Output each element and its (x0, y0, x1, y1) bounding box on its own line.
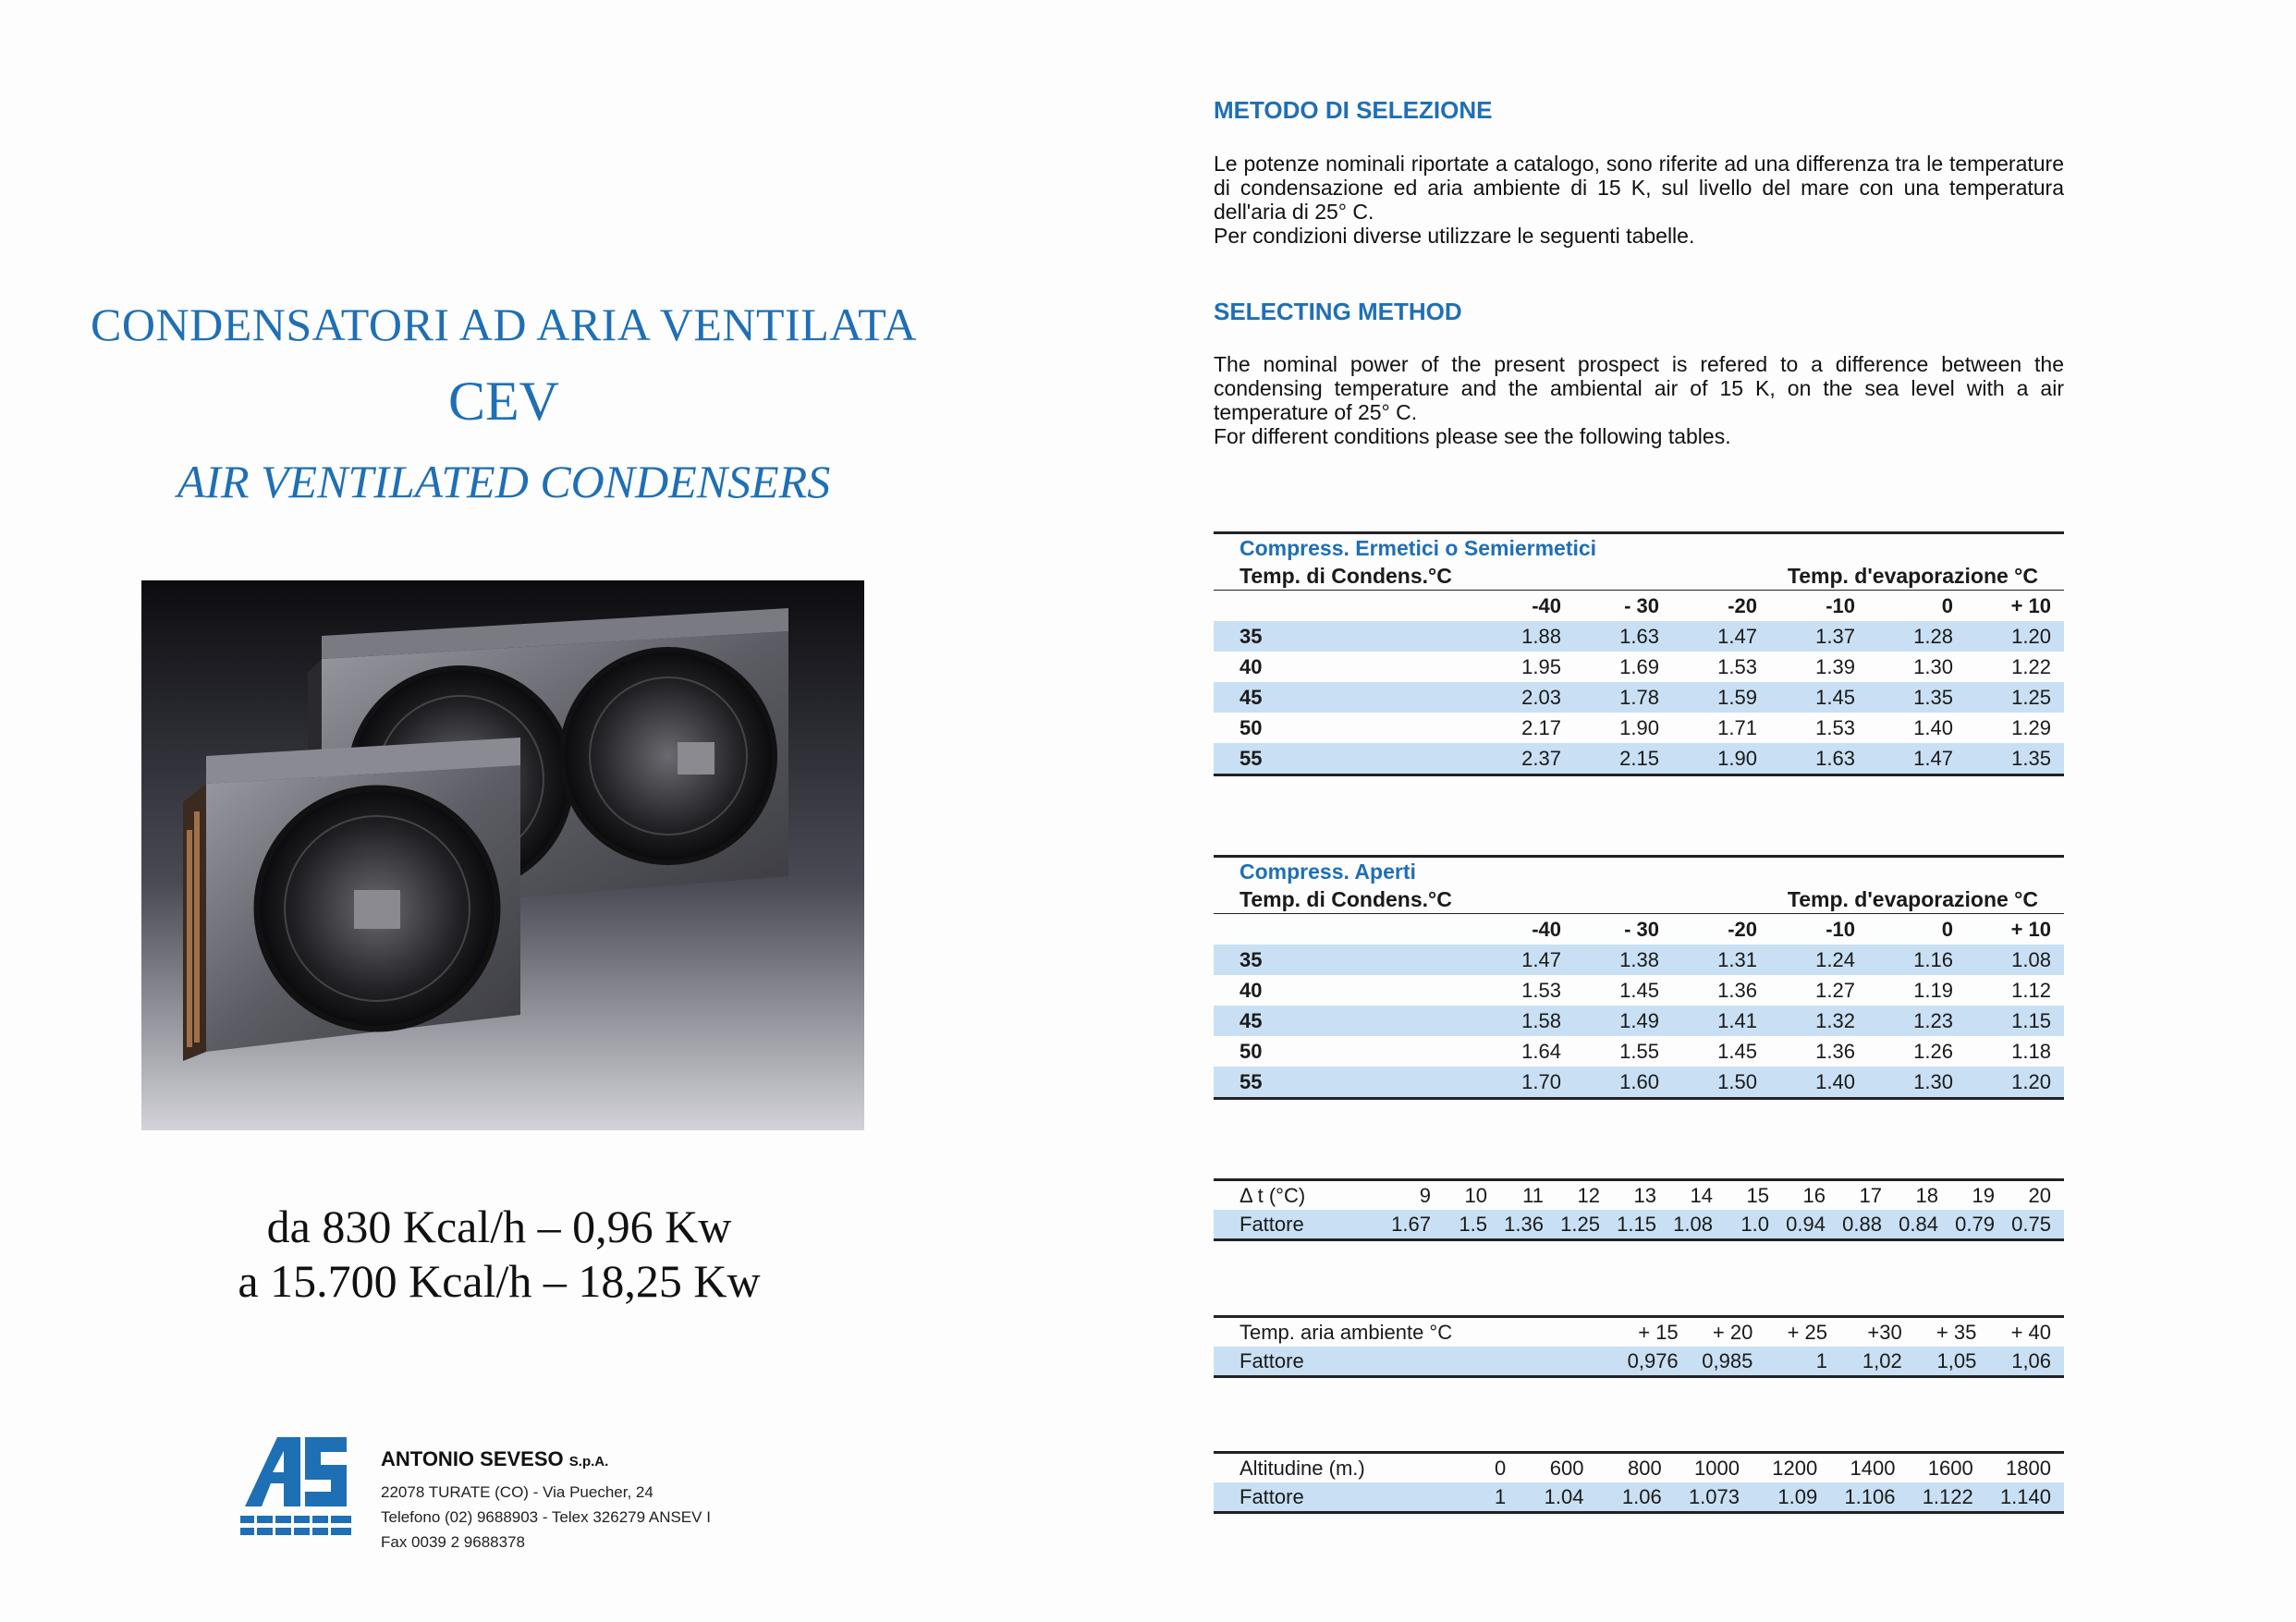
row-label: 35 (1240, 947, 1263, 971)
table-cell: 1.64 (1521, 1039, 1561, 1063)
table-cell: 0,985 (1702, 1348, 1753, 1372)
table-cell: 0 (1495, 1456, 1507, 1480)
table-cell: 10 (1464, 1183, 1487, 1207)
table-row (1214, 1067, 2064, 1097)
table-cell: 1.36 (1815, 1039, 1855, 1063)
table-cell: 1.15 (2011, 1008, 2051, 1032)
table-cell: 1.15 (1617, 1212, 1656, 1236)
paragraph-english-1: The nominal power of the present prospect is refered to a difference between the condensing temperature and the ambiental air of 15 K, on the sea level with a air temperature of 25° C. (1214, 352, 2064, 424)
table-cell: 11 (1522, 1183, 1544, 1207)
row-label: 45 (1240, 685, 1263, 709)
table-cell: 1.0 (1740, 1212, 1769, 1236)
table-cell: 20 (2028, 1183, 2051, 1207)
table-cell: 1.45 (1815, 685, 1855, 709)
table-cell: +30 (1867, 1320, 1902, 1344)
table-cell: 1000 (1694, 1456, 1740, 1480)
table-cell: 1.12 (2011, 978, 2051, 1002)
row-label: 45 (1240, 1008, 1263, 1032)
table-cell: 1.30 (1913, 1069, 1953, 1093)
table-cell: 15 (1746, 1183, 1769, 1207)
table-cell: 1.106 (1844, 1484, 1896, 1508)
table1-column-headers (1214, 591, 2064, 621)
table-cell: 1.25 (2011, 685, 2051, 709)
table-row (1214, 652, 2064, 682)
table-row (1214, 1036, 2064, 1067)
table-cell: 1.59 (1717, 685, 1757, 709)
company-name (381, 1447, 608, 1471)
product-photo (141, 580, 864, 1130)
table-cell: 17 (1859, 1183, 1882, 1207)
company-name-text: ANTONIO SEVESO (381, 1447, 564, 1470)
table2-col: -20 (1728, 917, 1757, 941)
table-row (1214, 945, 2064, 975)
table-row (1214, 1347, 2064, 1375)
company-fax: Fax 0039 2 9688378 (381, 1533, 525, 1551)
table-row (1214, 1454, 2064, 1482)
table-cell: 1 (1815, 1348, 1828, 1372)
table-cell: 1.38 (1619, 947, 1659, 971)
table-cell: 0.88 (1842, 1212, 1882, 1236)
table2-col: - 30 (1624, 917, 1659, 941)
row-label: Fattore (1240, 1212, 1304, 1236)
table-cell: 1.35 (1913, 685, 1953, 709)
table-cell: 1.53 (1717, 654, 1757, 678)
table1-left-header: Temp. di Condens.°C (1240, 564, 1452, 588)
company-phone: Telefono (02) 9688903 - Telex 326279 ANSEV I (381, 1508, 711, 1526)
table-cell: 600 (1549, 1456, 1584, 1480)
table-cell: 2.15 (1619, 746, 1659, 770)
company-suffix: S.p.A. (568, 1454, 609, 1470)
table2-col: -10 (1826, 917, 1855, 941)
table-cell: 1,02 (1862, 1348, 1902, 1372)
table-cell: 1.18 (2011, 1039, 2051, 1063)
table-cell: 1.45 (1717, 1039, 1757, 1063)
table-altitude-factor (1214, 1451, 2064, 1514)
table-cell: 1.39 (1815, 654, 1855, 678)
table-open-compressors (1214, 855, 2064, 1100)
table-cell: + 15 (1638, 1320, 1679, 1344)
row-label: 55 (1240, 746, 1263, 770)
table-cell: 1.20 (2011, 624, 2051, 648)
table-row (1214, 713, 2064, 743)
table-cell: 1.49 (1619, 1008, 1659, 1032)
table-cell: 1.122 (1922, 1484, 1973, 1508)
table-cell: 1.90 (1619, 715, 1659, 739)
table2-col: + 10 (2010, 917, 2051, 941)
company-address: 22078 TURATE (CO) - Via Puecher, 24 (381, 1483, 653, 1501)
table-hermetic-compressors (1214, 531, 2064, 776)
paragraph-italian-1: Le potenze nominali riportate a catalogo, sono riferite ad una differenza tra le temperature di condensazione ed aria ambiente di 15 K, sul livello del mare con una temperatura dell'aria di 25° C. (1214, 152, 2064, 224)
table1-col: 0 (1941, 593, 1953, 617)
table-cell: 1.36 (1504, 1212, 1544, 1236)
table-cell: 1.63 (1815, 746, 1855, 770)
table-cell: 1.32 (1815, 1008, 1855, 1032)
row-label: 50 (1240, 1039, 1263, 1063)
title-english: AIR VENTILATED CONDENSERS (177, 456, 831, 507)
table-cell: 1.53 (1815, 715, 1855, 739)
table-cell: 1.24 (1815, 947, 1855, 971)
table-cell: 0.94 (1786, 1212, 1826, 1236)
table-row (1214, 1482, 2064, 1511)
table1-col: + 10 (2010, 593, 2051, 617)
table-cell: 1.95 (1521, 654, 1561, 678)
table-cell: 1.073 (1688, 1484, 1740, 1508)
table-cell: 2.17 (1521, 715, 1561, 739)
table-cell: 1.67 (1391, 1212, 1431, 1236)
capacity-range-to: a 15.700 Kcal/h – 18,25 Kw (238, 1255, 761, 1307)
table-cell: 1200 (1772, 1456, 1818, 1480)
paragraph-italian (1214, 152, 2064, 248)
table-cell: 1.88 (1521, 624, 1561, 648)
table-cell: 1.16 (1913, 947, 1953, 971)
table-cell: 1.35 (2011, 746, 2051, 770)
table-cell: 1.40 (1815, 1069, 1855, 1093)
table-cell: 1.27 (1815, 978, 1855, 1002)
table-cell: + 40 (2010, 1320, 2052, 1344)
company-logo (236, 1428, 356, 1548)
table-ambient-factor (1214, 1315, 2064, 1378)
table2-left-header: Temp. di Condens.°C (1240, 887, 1452, 911)
paragraph-italian-2: Per condizioni diverse utilizzare le seguenti tabelle. (1214, 224, 1695, 248)
table1-col: - 30 (1624, 593, 1659, 617)
table-delta-t-factor (1214, 1178, 2064, 1241)
table-cell: 19 (1972, 1183, 1995, 1207)
heading-metodo: METODO DI SELEZIONE (1214, 96, 1493, 124)
table-cell: 0.75 (2011, 1212, 2051, 1236)
table-cell: 1 (1495, 1484, 1507, 1508)
title-model-code: CEV (448, 371, 559, 432)
table-cell: 1.19 (1913, 978, 1953, 1002)
table-cell: 14 (1690, 1183, 1713, 1207)
table-cell: 1,06 (2011, 1348, 2052, 1372)
heading-selecting: SELECTING METHOD (1214, 298, 1462, 325)
row-label: 55 (1240, 1069, 1263, 1093)
table-cell: 1.06 (1621, 1484, 1662, 1508)
row-label: 40 (1240, 978, 1263, 1002)
table-cell: 1.69 (1619, 654, 1659, 678)
table-cell: 1.09 (1777, 1484, 1818, 1508)
row-label: 40 (1240, 654, 1263, 678)
table-cell: 1.60 (1619, 1069, 1659, 1093)
table-cell: 1.58 (1521, 1008, 1561, 1032)
table-cell: + 35 (1936, 1320, 1977, 1344)
paragraph-english-2: For different conditions please see the following tables. (1214, 424, 1731, 448)
table2-column-headers (1214, 914, 2064, 945)
table-cell: 1.5 (1459, 1212, 1487, 1236)
table-cell: 1.30 (1913, 654, 1953, 678)
table-cell: 0.84 (1899, 1212, 1938, 1236)
table-cell: 1.50 (1717, 1069, 1757, 1093)
row-label: Fattore (1240, 1484, 1304, 1508)
table2-title: Compress. Aperti (1240, 860, 1416, 884)
table-cell: 1.25 (1560, 1212, 1600, 1236)
row-label: 50 (1240, 715, 1263, 739)
table-cell: 1.26 (1913, 1039, 1953, 1063)
table-cell: 1.36 (1717, 978, 1757, 1002)
table1-title: Compress. Ermetici o Semiermetici (1240, 536, 1597, 560)
table-cell: 1.45 (1619, 978, 1659, 1002)
table-cell: 9 (1419, 1183, 1431, 1207)
table-cell: 1.22 (2011, 654, 2051, 678)
table2-col: -40 (1532, 917, 1561, 941)
table-cell: 1.20 (2011, 1069, 2051, 1093)
table2-right-header: Temp. d'evaporazione °C (1787, 887, 2038, 911)
table-cell: 1800 (2006, 1456, 2051, 1480)
table1-col: -20 (1728, 593, 1757, 617)
table-cell: 1.63 (1619, 624, 1659, 648)
table-cell: + 25 (1787, 1320, 1828, 1344)
table1-col: -40 (1532, 593, 1561, 617)
table-cell: 13 (1633, 1183, 1656, 1207)
title-italian: CONDENSATORI AD ARIA VENTILATA (91, 299, 917, 350)
table-row (1214, 621, 2064, 652)
table-cell: 1.78 (1619, 685, 1659, 709)
capacity-range-from: da 830 Kcal/h – 0,96 Kw (266, 1201, 732, 1252)
table-row (1214, 1181, 2064, 1210)
row-label: Temp. aria ambiente °C (1240, 1320, 1453, 1344)
row-label: Δ t (°C) (1240, 1183, 1306, 1207)
paragraph-english (1214, 352, 2064, 448)
row-label: Fattore (1240, 1348, 1304, 1372)
table-cell: 1.08 (1673, 1212, 1713, 1236)
table-row (1214, 682, 2064, 713)
table-cell: 2.03 (1521, 685, 1561, 709)
table-cell: 1600 (1927, 1456, 1973, 1480)
table-cell: 1.41 (1717, 1008, 1757, 1032)
table1-col: -10 (1826, 593, 1855, 617)
table-cell: 1.04 (1544, 1484, 1584, 1508)
table-cell: 1.71 (1717, 715, 1757, 739)
table2-col: 0 (1941, 917, 1953, 941)
table-cell: 1.31 (1717, 947, 1757, 971)
table-cell: 800 (1628, 1456, 1662, 1480)
table-row (1214, 975, 2064, 1006)
table-cell: 1400 (1850, 1456, 1896, 1480)
table-cell: 12 (1577, 1183, 1600, 1207)
table-row (1214, 1006, 2064, 1036)
table-cell: 1.47 (1913, 746, 1953, 770)
table-cell: 1.29 (2011, 715, 2051, 739)
table-row (1214, 743, 2064, 774)
table-cell: 18 (1915, 1183, 1938, 1207)
table1-right-header: Temp. d'evaporazione °C (1787, 564, 2038, 588)
table-cell: 1.140 (1999, 1484, 2051, 1508)
table-cell: 1.90 (1717, 746, 1757, 770)
table-cell: 1.70 (1521, 1069, 1561, 1093)
table-cell: 1.53 (1521, 978, 1561, 1002)
table-cell: 1.28 (1913, 624, 1953, 648)
table-cell: 1.47 (1521, 947, 1561, 971)
table-cell: 1,05 (1936, 1348, 1977, 1372)
table-cell: 2.37 (1521, 746, 1561, 770)
table-cell: + 20 (1712, 1320, 1753, 1344)
table-cell: 1.23 (1913, 1008, 1953, 1032)
table-cell: 1.08 (2011, 947, 2051, 971)
table-cell: 1.47 (1717, 624, 1757, 648)
table-cell: 1.55 (1619, 1039, 1659, 1063)
table-row (1214, 1318, 2064, 1347)
table-cell: 16 (1802, 1183, 1826, 1207)
table-cell: 1.40 (1913, 715, 1953, 739)
table-cell: 0.79 (1955, 1212, 1995, 1236)
table-cell: 1.37 (1815, 624, 1855, 648)
table-row (1214, 1210, 2064, 1238)
table-cell: 0,976 (1627, 1348, 1679, 1372)
row-label: 35 (1240, 624, 1263, 648)
row-label: Altitudine (m.) (1240, 1456, 1365, 1480)
